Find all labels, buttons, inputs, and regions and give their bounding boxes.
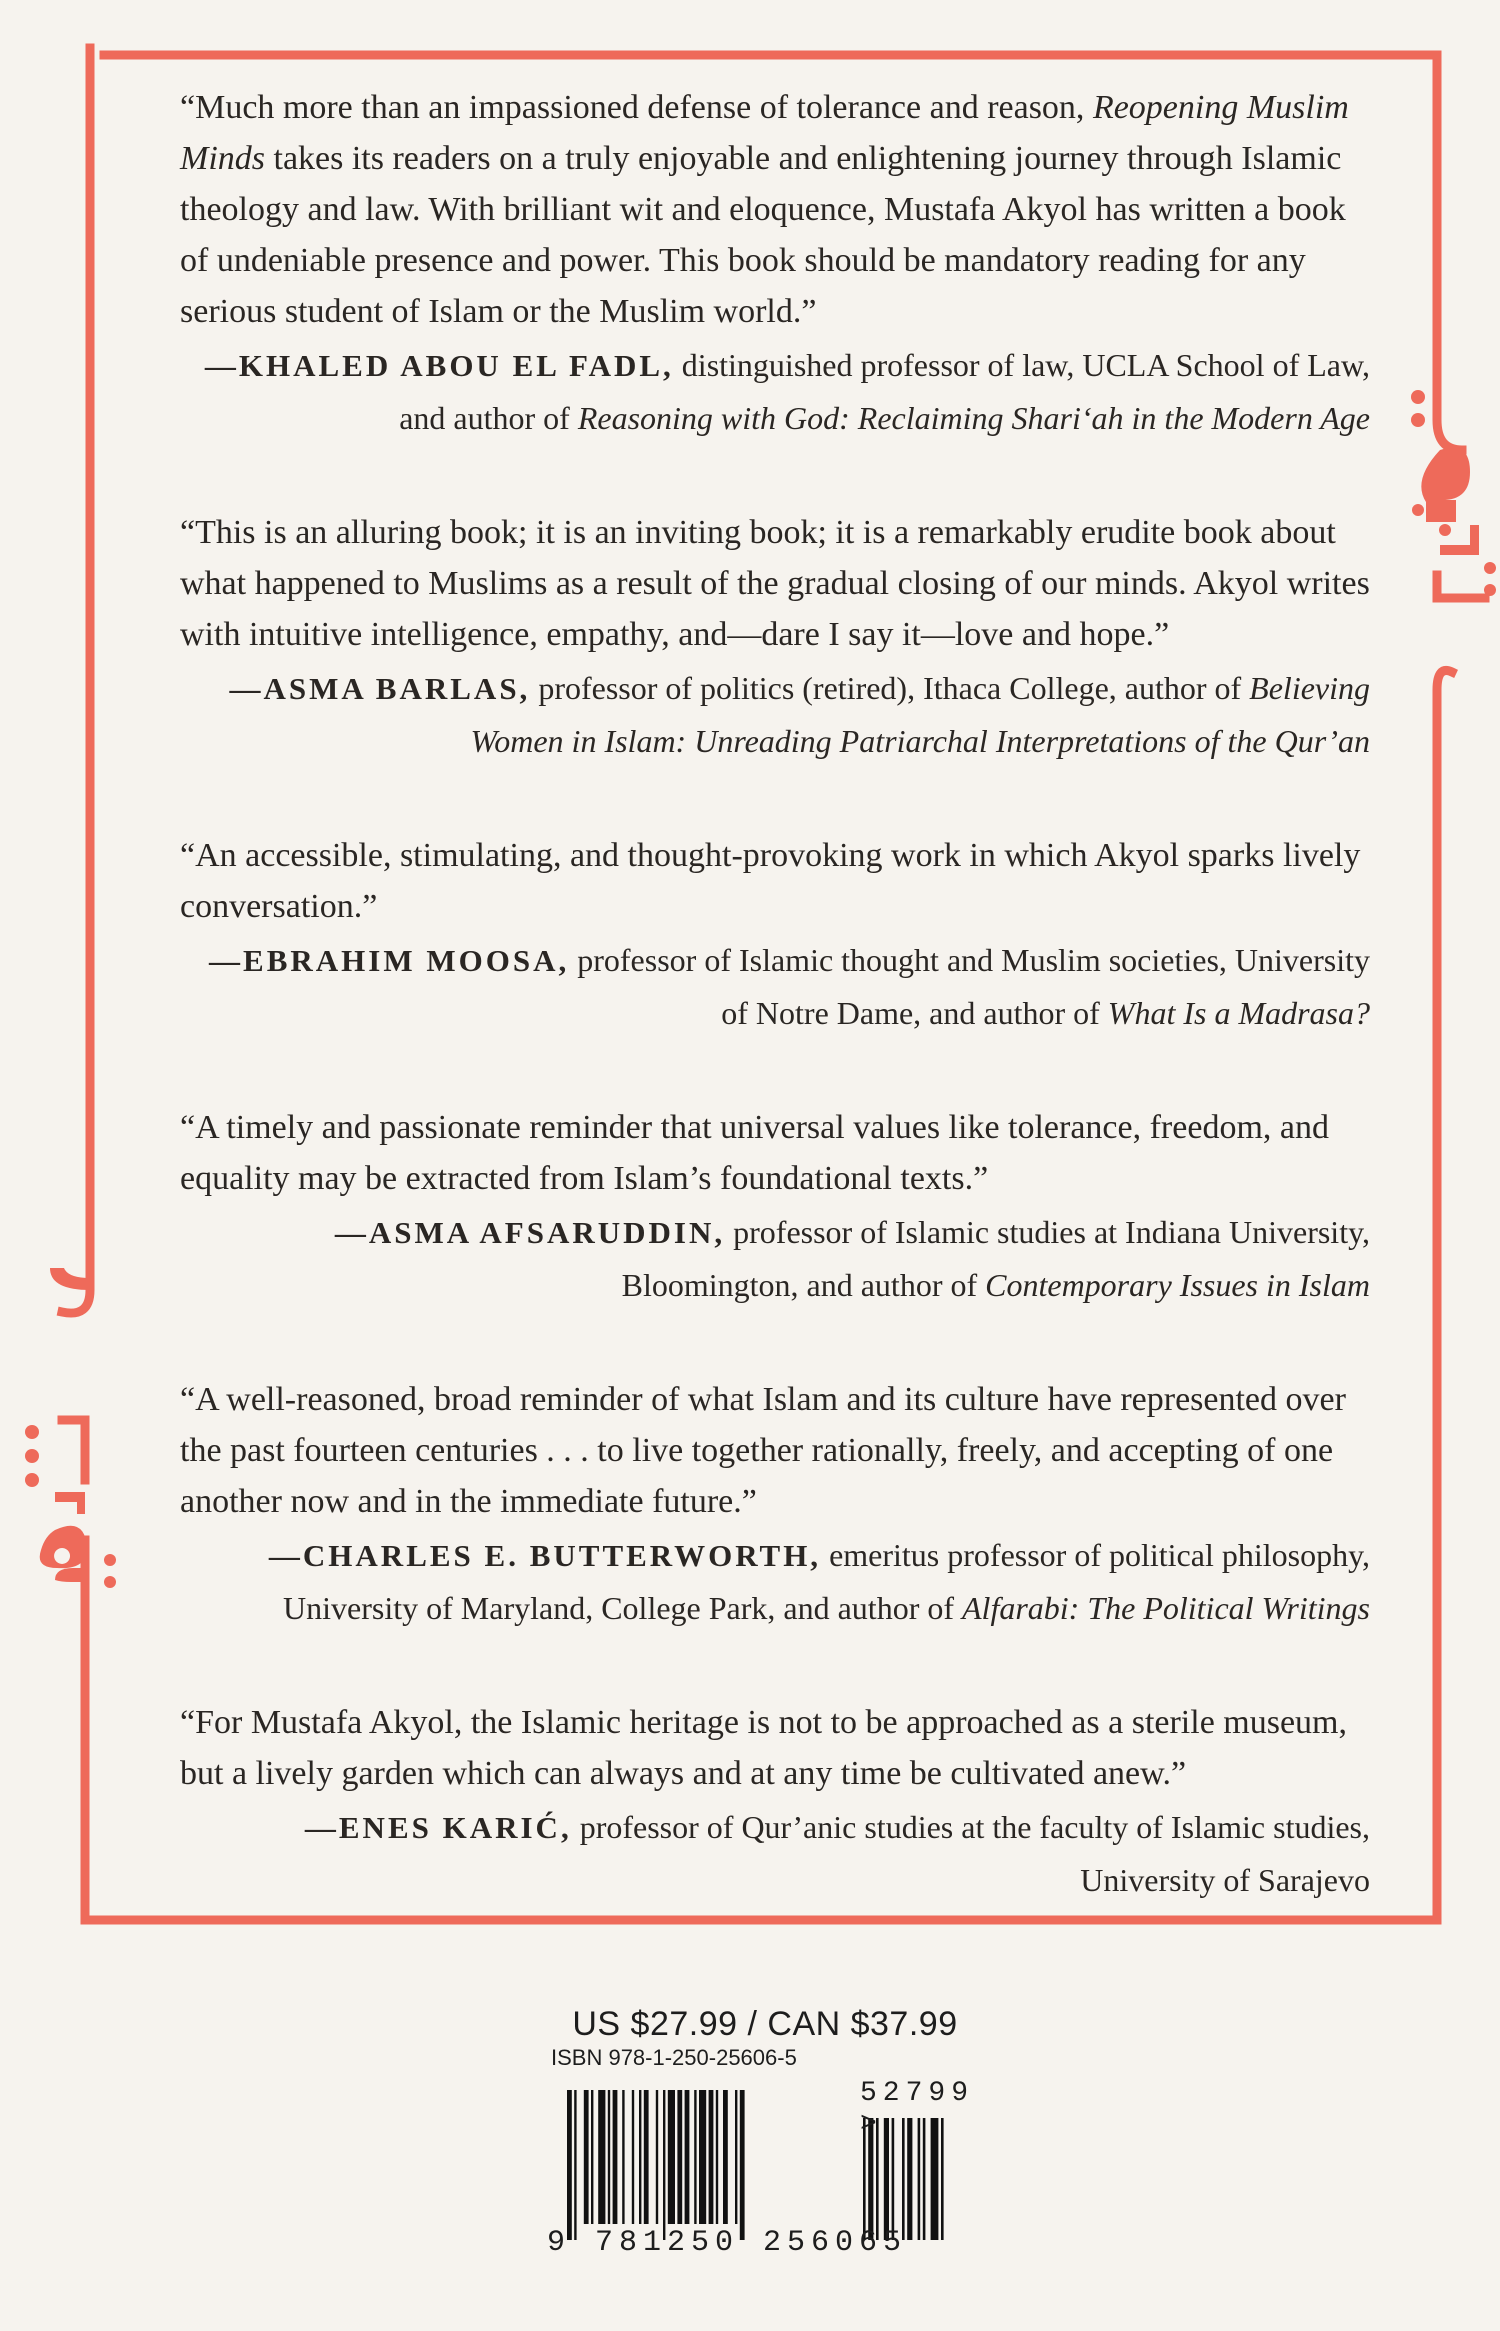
blurb-quote: “A timely and passionate reminder that universal values like tolerance, freedom, and equality may be extracted from Islam’s foundational texts.” <box>180 1109 1329 1197</box>
reviewer-book: Believing Women in Islam: Unreading Patriarchal Interpretations of the Qur’an <box>470 670 1370 759</box>
price-label: US $27.99 / CAN $37.99 <box>572 2005 958 2043</box>
barcode-bar <box>574 2090 576 2240</box>
reviewer-book: What Is a Madrasa? <box>1107 995 1370 1031</box>
blurb-khaled-abou-el-fadl <box>180 82 1370 445</box>
reviewer-book: Contemporary Issues in Islam <box>985 1267 1370 1303</box>
barcode-bar <box>694 2090 696 2224</box>
blurb-quote: “For Mustafa Akyol, the Islamic heritage is not to be approached as a sterile museum, but a lively garden which can always and at any time be cultivated anew.” <box>180 1704 1348 1792</box>
isbn-label: ISBN 978-1-250-25606-5 <box>551 2045 797 2070</box>
barcode-bar <box>716 2090 718 2224</box>
barcode-bar <box>699 2090 706 2224</box>
barcode-bar <box>591 2090 593 2224</box>
barcode-ean-digits: 9 781250 256065 <box>547 2226 908 2260</box>
blurb-quote: “An accessible, stimulating, and thought-provoking work in which Akyol sparks lively conversation.” <box>180 837 1361 925</box>
price-and-barcode <box>545 2004 985 2258</box>
book-title: Reopening Muslim Minds <box>180 89 1349 177</box>
barcode-bar <box>598 2090 605 2224</box>
blurb-quote: “This is an alluring book; it is an inviting book; it is a remarkably erudite book about what happened to Muslims as a result of the gradual closing of our minds. Akyol writes with intuitive intelligence, empathy, and—dare I say it—love and hope.” <box>180 514 1370 653</box>
reviewer-name: —ASMA AFSARUDDIN, <box>334 1215 726 1250</box>
blurb-attribution: —CHARLES E. BUTTERWORTH, emeritus professor of political philosophy, University of Maryland, College Park, and author of Alfarabi: The Political Writings <box>268 1537 1370 1626</box>
barcode-bar <box>735 2090 737 2224</box>
barcode-bar <box>663 2090 665 2240</box>
barcode-bar <box>613 2090 618 2224</box>
barcode-bar <box>567 2090 572 2240</box>
blurb-attribution: —ASMA BARLAS, professor of politics (retired), Ithaca College, author of Believing Women in Islam: Unreading Patriarchal Interpretations of the Qur’an <box>229 670 1370 759</box>
blurbs-column <box>180 82 1370 1969</box>
barcode-bar <box>632 2090 634 2224</box>
reviewer-name: —CHARLES E. BUTTERWORTH, <box>268 1538 822 1573</box>
reviewer-book: Alfarabi: The Political Writings <box>962 1590 1370 1626</box>
blurb-quote: “Much more than an impassioned defense of tolerance and reason, Reopening Muslim Minds takes its readers on a truly enjoyable and enlightening journey through Islamic theology and law. With brilliant wit and eloquence, Mustafa Akyol has written a book of undeniable presence and power. This book should be mandatory reading for any serious student of Islam or the Muslim world.” <box>180 89 1349 330</box>
barcode-bar <box>639 2090 641 2224</box>
barcode-bar <box>685 2090 690 2224</box>
reviewer-name: —KHALED ABOU EL FADL, <box>204 348 674 383</box>
reviewer-book: Reasoning with God: Reclaiming Shari‘ah in the Modern Age <box>577 400 1370 436</box>
blurb-attribution: —ASMA AFSARUDDIN, professor of Islamic studies at Indiana University, Bloomington, and author of Contemporary Issues in Islam <box>334 1214 1370 1303</box>
barcode-bar <box>668 2090 675 2224</box>
blurb-asma-afsaruddin <box>180 1102 1370 1312</box>
blurb-asma-barlas <box>180 507 1370 768</box>
blurb-ebrahim-moosa <box>180 830 1370 1040</box>
barcode-bar <box>584 2090 589 2224</box>
reviewer-name: —ENES KARIĆ, <box>304 1810 572 1845</box>
blurb-quote: “A well-reasoned, broad reminder of what Islam and its culture have represented over the past fourteen centuries . . . to live together rationally, freely, and accepting of one another now and in the immediate future.” <box>180 1381 1346 1520</box>
barcode-bar <box>622 2090 624 2224</box>
barcode <box>545 2078 1005 2258</box>
blurb-attribution: —EBRAHIM MOOSA, professor of Islamic thought and Muslim societies, University of Notre Dame, and author of What Is a Madrasa? <box>209 942 1370 1031</box>
barcode-bar <box>709 2090 714 2224</box>
blurb-attribution: —ENES KARIĆ, professor of Qur’anic studies at the faculty of Islamic studies, University of Sarajevo <box>304 1809 1370 1898</box>
blurb-enes-karic <box>180 1697 1370 1907</box>
reviewer-name: —ASMA BARLAS, <box>229 671 531 706</box>
blurb-attribution: —KHALED ABOU EL FADL, distinguished professor of law, UCLA School of Law, and author of Reasoning with God: Reclaiming Shari‘ah in the Modern Age <box>204 347 1370 436</box>
barcode-bar <box>608 2090 610 2224</box>
barcode-bar <box>740 2090 745 2240</box>
barcode-bar <box>723 2090 728 2224</box>
blurb-charles-butterworth <box>180 1374 1370 1635</box>
barcode-bar <box>644 2090 649 2224</box>
barcode-bar <box>656 2090 658 2224</box>
barcode-bar <box>677 2090 682 2224</box>
barcode-supplement-digits: 52799 > <box>860 2078 975 2140</box>
reviewer-name: —EBRAHIM MOOSA, <box>209 943 570 978</box>
